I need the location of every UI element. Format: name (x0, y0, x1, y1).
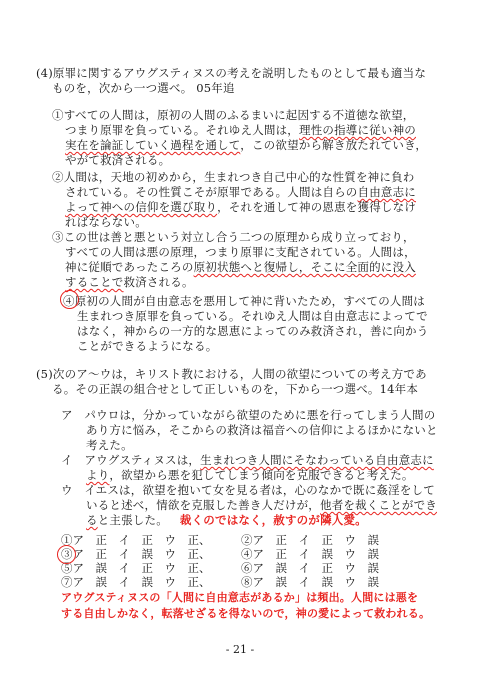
q5-statement-a-line-3: 考えた。 (86, 438, 133, 452)
choice-item: ⑦ア 誤 イ 誤 ウ 正、 (61, 575, 211, 589)
q4-option-4-line-4: ことができるようになる。 (77, 339, 218, 353)
q4-stem-line-2: ものを，次から一つ選べ。 05年追 (52, 81, 235, 95)
underline-annotation: 自由意志に (357, 185, 416, 199)
q5-statement-i-line-2: より，欲望から悪を犯してしまう傾向を克服できると考えた。 (86, 468, 414, 482)
underline-annotation: より (86, 468, 110, 482)
choice-item: ④ア 正 イ 誤 ウ 誤 (241, 547, 379, 561)
q4-option-1-line-1: ①すべての人間は，原初の人間のふるまいに起因する不道徳な欲望， (52, 108, 415, 122)
underline-annotation: る (86, 513, 98, 527)
choice-row (61, 547, 421, 561)
q5-statement-u-line-3: ると主張した。 裁くのではなく，赦すのが隣人愛。 (86, 513, 367, 527)
q4-option-3-line-3: 神に従順であったころの原初状態へと復帰し，そこに全面的に没入 (65, 260, 416, 274)
choice-item: ⑥ア 誤 イ 正 ウ 誤 (241, 561, 379, 575)
q4-option-3-line-2: すべての人間は悪の原理，つまり原罪に支配されている。人間は， (65, 245, 416, 259)
q5-statement-u-line-1: ウ イエスは，欲望を抱いて女を見る者は，心のなかで既に姦淫をして (61, 483, 435, 497)
choice-item: ①ア 正 イ 正 ウ 正、 (61, 533, 211, 547)
choice-item: ②ア 正 イ 正 ウ 誤 (241, 533, 379, 547)
q4-option-2-line-4: ればならない。 (65, 215, 147, 229)
q4-option-2-line-3: よって神への信仰を選び取り，それを通して神の恩恵を獲得しなけ (65, 200, 417, 214)
answer-circle-marker (60, 290, 79, 309)
q4-option-4-line-2: 生まれつき原罪を負っている。それゆえ人間は自由意志によってで (77, 309, 428, 323)
choice-item: ③ア 正 イ 誤 ウ 正、 (61, 547, 211, 561)
q4-option-3-line-4: することで救済される。 (65, 275, 194, 289)
q4-option-4-line-1: ④原初の人間が自由意志を悪用して神に背いたため，すべての人間は (63, 294, 426, 308)
q5-stem-line-1: (5)次のア～ウは，キリスト教における，人間の欲望についての考え方であ (36, 367, 427, 381)
underline-annotation: よって神への信仰を選び取り (65, 200, 218, 214)
page-number: - 21 - (225, 643, 255, 656)
choice-row (61, 575, 421, 589)
underline-annotation: 原初状態へと復帰し，そこに全面的に没入 (193, 260, 416, 274)
underline-annotation: することで (65, 275, 124, 289)
q4-option-1-line-2: つまり原罪を負っている。それゆえ人間は，理性の指導に従い神の (65, 123, 416, 137)
q4-option-4-line-3: はなく，神からの一方的な恩恵によってのみ救済され，善に向かう (77, 324, 429, 338)
q4-option-1-line-4: やがて救済される。 (65, 153, 171, 167)
answer-circle-marker (57, 545, 76, 564)
choice-item: ⑧ア 誤 イ 誤 ウ 誤 (241, 575, 379, 589)
q5-statement-a-line-1: ア パウロは，分かっていながら欲望のために悪を行ってしまう人間の (61, 408, 436, 422)
q4-stem-line-1: (4)原罪に関するアウグスティヌスの考えを説明したものとして最も適当な (36, 66, 427, 80)
q5-statement-i-line-1: イ アウグスティヌスは，生まれつき人間にそなわっている自由意志に (61, 453, 434, 467)
choice-row (61, 533, 421, 547)
q5-statement-u-line-2: いると述べ，情欲を克服した善き人だけが，他者を裁くことができ (86, 498, 437, 512)
underline-annotation: 他者を裁くことができ (320, 498, 437, 512)
q4-option-1-line-3: 実在を論証していく過程を通して，この欲望から解き放たれていき， (65, 138, 428, 152)
q5-stem-line-2: る。その正誤の組合せとして正しいものを，下から一つ選べ。14年本 (52, 382, 419, 396)
q5-statement-a-line-2: あり方に悩み，そこからの救済は福音への信仰によるほかにないと (86, 423, 438, 437)
underline-annotation: 実在を論証していく過程を通して (65, 138, 241, 152)
explanation-line-1: アウグスティヌスの「人間に自由意志があるか」は頻出。人間には悪を (61, 591, 419, 604)
q4-option-2-line-2: されている。その性質こそが原罪である。人間は自らの自由意志に (65, 185, 416, 199)
choice-row (61, 561, 421, 575)
q4-option-2-line-1: ②人間は，天地の初めから，生まれつき自己中心的な性質を神に負わ (52, 170, 415, 184)
choice-item: ⑤ア 誤 イ 正 ウ 正、 (61, 561, 211, 575)
q4-option-3-line-1: ③この世は善と悪という対立し合う二つの原理から成り立っており， (52, 230, 415, 244)
explanation-line-2: する自由しかなく，転落せざるを得ないので，神の愛によって救われる。 (61, 607, 431, 620)
underline-annotation: 理性の指導に従い神の (299, 123, 416, 137)
underline-annotation: 生まれつき人間にそなわっている自由意志に (200, 453, 434, 467)
choice-grid (61, 533, 421, 589)
handwritten-note: 裁くのではなく，赦すのが隣人愛。 (179, 513, 367, 527)
